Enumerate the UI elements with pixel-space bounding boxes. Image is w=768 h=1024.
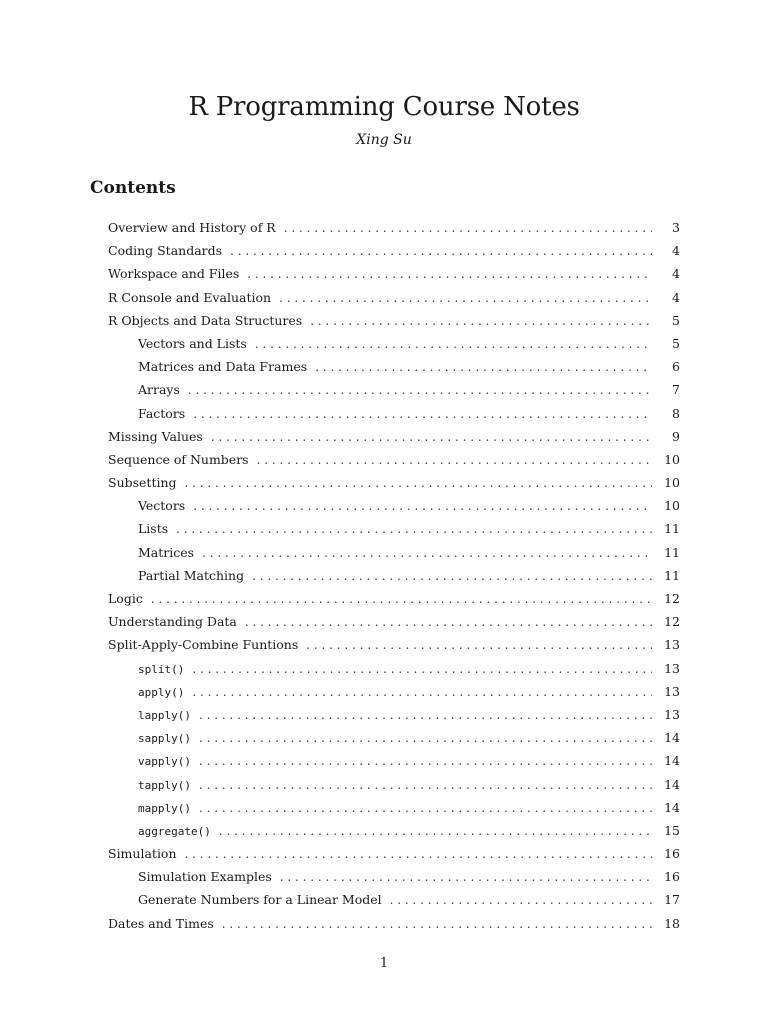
- toc-dot-leader: [199, 750, 652, 773]
- toc-entry-title: Arrays: [138, 382, 180, 398]
- toc-entry[interactable]: [108, 564, 680, 587]
- toc-entry-title: Subsetting: [108, 475, 177, 491]
- toc-dot-leader: [176, 518, 652, 541]
- toc-entry[interactable]: [108, 888, 680, 911]
- toc-entry[interactable]: [108, 842, 680, 865]
- toc-entry-title: sapply(): [138, 732, 191, 746]
- toc-entry-title: Generate Numbers for a Linear Model: [138, 892, 382, 908]
- toc-dot-leader: [279, 287, 652, 310]
- toc-entry-title: Coding Standards: [108, 243, 223, 259]
- toc-entry-page: 14: [664, 799, 680, 815]
- toc-dot-leader: [219, 820, 652, 843]
- toc-dot-leader: [315, 356, 652, 379]
- toc-entry[interactable]: [108, 680, 680, 703]
- toc-entry[interactable]: [108, 216, 680, 239]
- toc-dot-leader: [185, 472, 652, 495]
- toc-entry-title: Lists: [138, 521, 169, 537]
- toc-entry-page: 7: [672, 382, 680, 398]
- contents-heading: Contents: [90, 178, 176, 198]
- toc-dot-leader: [280, 866, 652, 889]
- toc-entry-title: aggregate(): [138, 824, 211, 838]
- toc-dot-leader: [199, 704, 652, 727]
- toc-dot-leader: [310, 310, 652, 333]
- toc-entry-title: apply(): [138, 685, 185, 699]
- toc-dot-leader: [199, 727, 652, 750]
- toc-entry[interactable]: [108, 309, 680, 332]
- toc-entry-title: Vectors and Lists: [138, 335, 247, 351]
- toc-dot-leader: [211, 426, 652, 449]
- toc-dot-leader: [188, 379, 652, 402]
- toc-entry-title: Overview and History of R: [108, 220, 276, 235]
- toc-entry-title: Simulation Examples: [138, 869, 272, 885]
- toc-entry-title: Vectors: [138, 498, 186, 514]
- toc-dot-leader: [202, 542, 652, 565]
- toc-dot-leader: [185, 843, 652, 866]
- toc-entry-title: mapply(): [138, 801, 191, 815]
- toc-entry-title: Understanding Data: [108, 614, 237, 630]
- toc-entry-page: 3: [672, 220, 680, 235]
- toc-dot-leader: [199, 774, 652, 797]
- toc-entry[interactable]: [108, 494, 680, 517]
- toc-entry-page: 16: [664, 869, 680, 885]
- toc-entry[interactable]: [108, 286, 680, 309]
- toc-entry-page: 14: [664, 753, 680, 769]
- toc-entry-title: Split-Apply-Combine Funtions: [108, 637, 299, 653]
- toc-entry-title: split(): [138, 662, 185, 676]
- toc-entry[interactable]: [108, 796, 680, 819]
- toc-entry-page: 16: [664, 846, 680, 862]
- toc-entry[interactable]: [108, 239, 680, 262]
- toc-entry-title: Missing Values: [108, 428, 203, 444]
- toc-entry-title: Dates and Times: [108, 915, 214, 931]
- toc-dot-leader: [257, 449, 652, 472]
- toc-entry[interactable]: [108, 378, 680, 401]
- toc-entry[interactable]: [108, 262, 680, 285]
- toc-entry-title: Partial Matching: [138, 567, 245, 583]
- toc-entry-title: Factors: [138, 405, 186, 421]
- page-number: 1: [379, 956, 389, 971]
- toc-dot-leader: [390, 889, 652, 912]
- toc-dot-leader: [151, 588, 652, 611]
- toc-entry-title: Logic: [108, 591, 143, 606]
- toc-entry-page: 14: [664, 730, 680, 746]
- toc-entry-page: 10: [664, 498, 680, 514]
- toc-entry-page: 15: [664, 822, 680, 838]
- toc-entry-title: Sequence of Numbers: [108, 451, 249, 467]
- toc-entry-page: 11: [664, 567, 680, 583]
- toc-entry[interactable]: [108, 610, 680, 633]
- toc-entry-title: tapply(): [138, 778, 191, 792]
- document-author: Xing Su: [356, 132, 412, 148]
- toc-entry[interactable]: [108, 657, 680, 680]
- toc-dot-leader: [247, 263, 652, 286]
- toc-entry-page: 12: [664, 614, 680, 630]
- toc-entry-page: 18: [664, 915, 680, 931]
- toc-dot-leader: [199, 797, 652, 820]
- toc-entry-page: 10: [664, 451, 680, 467]
- toc-entry[interactable]: [108, 425, 680, 448]
- toc-dot-leader: [192, 681, 652, 704]
- toc-entry-page: 11: [664, 521, 680, 537]
- toc-dot-leader: [230, 240, 652, 263]
- toc-entry-page: 4: [672, 243, 680, 259]
- toc-dot-leader: [284, 217, 652, 240]
- toc-entry-page: 13: [664, 637, 680, 653]
- toc-entry-title: R Objects and Data Structures: [108, 312, 303, 328]
- toc-dot-leader: [245, 611, 652, 634]
- toc-entry-title: Matrices: [138, 544, 195, 560]
- toc-dot-leader: [252, 565, 652, 588]
- toc-entry[interactable]: [108, 587, 680, 610]
- toc-entry-page: 4: [672, 289, 680, 305]
- toc-entry[interactable]: [108, 448, 680, 471]
- toc-entry-page: 5: [672, 335, 680, 351]
- toc-dot-leader: [192, 658, 652, 681]
- toc-entry-title: vapply(): [138, 755, 191, 769]
- toc-entry-page: 17: [664, 892, 680, 908]
- document-title: R Programming Course Notes: [188, 92, 580, 122]
- toc-entry-page: 13: [664, 706, 680, 722]
- table-of-contents: [108, 216, 680, 935]
- toc-entry[interactable]: [108, 726, 680, 749]
- toc-entry[interactable]: [108, 819, 680, 842]
- toc-entry-title: R Console and Evaluation: [108, 289, 272, 305]
- toc-dot-leader: [255, 333, 652, 356]
- toc-entry[interactable]: [108, 355, 680, 378]
- toc-dot-leader: [306, 634, 652, 657]
- toc-entry[interactable]: [108, 471, 680, 494]
- toc-entry-page: 12: [664, 591, 680, 606]
- toc-entry-title: Matrices and Data Frames: [138, 359, 308, 375]
- toc-entry-page: 13: [664, 660, 680, 676]
- toc-entry-page: 8: [672, 405, 680, 421]
- toc-entry[interactable]: [108, 541, 680, 564]
- toc-entry[interactable]: [108, 749, 680, 772]
- toc-entry[interactable]: [108, 633, 680, 656]
- toc-dot-leader: [193, 403, 652, 426]
- toc-entry[interactable]: [108, 402, 680, 425]
- toc-entry[interactable]: [108, 332, 680, 355]
- toc-entry-title: lapply(): [138, 708, 191, 722]
- toc-entry-page: 11: [664, 544, 680, 560]
- toc-entry-page: 6: [672, 359, 680, 375]
- toc-dot-leader: [222, 913, 652, 936]
- toc-entry[interactable]: [108, 865, 680, 888]
- toc-entry-page: 14: [664, 776, 680, 792]
- toc-entry-title: Simulation: [108, 846, 177, 862]
- toc-entry-page: 10: [664, 475, 680, 491]
- toc-entry[interactable]: [108, 773, 680, 796]
- toc-entry-page: 4: [672, 266, 680, 282]
- toc-entry[interactable]: [108, 703, 680, 726]
- toc-entry-page: 13: [664, 683, 680, 699]
- toc-dot-leader: [193, 495, 652, 518]
- toc-entry[interactable]: [108, 912, 680, 935]
- toc-entry-page: 5: [672, 312, 680, 328]
- toc-entry[interactable]: [108, 517, 680, 540]
- toc-entry-page: 9: [672, 428, 680, 444]
- toc-entry-title: Workspace and Files: [108, 266, 240, 282]
